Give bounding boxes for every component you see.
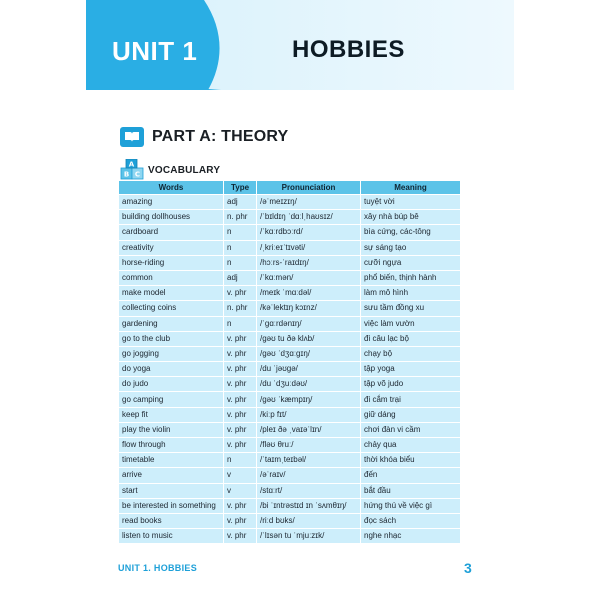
page bbox=[86, 0, 514, 600]
type-cell: v. phr bbox=[224, 392, 257, 407]
word-cell: listen to music bbox=[119, 529, 224, 544]
pronunciation-cell: /ˈbɪldɪŋ ˈdɑːlˌhaʊsɪz/ bbox=[257, 210, 361, 225]
word-cell: gardening bbox=[119, 316, 224, 331]
pronunciation-cell: /əˈraɪv/ bbox=[257, 468, 361, 483]
meaning-cell: thời khóa biểu bbox=[361, 453, 461, 468]
abc-blocks-icon bbox=[120, 159, 144, 181]
page-number: 3 bbox=[464, 560, 472, 576]
meaning-cell: giữ dáng bbox=[361, 407, 461, 422]
word-cell: be interested in something bbox=[119, 498, 224, 513]
table-row bbox=[119, 225, 461, 240]
header-words: Words bbox=[119, 181, 224, 195]
table-row bbox=[119, 362, 461, 377]
pronunciation-cell: /ɡəʊ ˈdʒɑːɡɪŋ/ bbox=[257, 346, 361, 361]
vocabulary-heading bbox=[120, 159, 220, 181]
word-cell: flow through bbox=[119, 438, 224, 453]
part-heading bbox=[120, 124, 288, 150]
type-cell: v. phr bbox=[224, 346, 257, 361]
word-cell: make model bbox=[119, 286, 224, 301]
vocabulary-table bbox=[118, 180, 461, 544]
word-cell: amazing bbox=[119, 195, 224, 210]
word-cell: common bbox=[119, 270, 224, 285]
meaning-cell: đi câu lạc bộ bbox=[361, 331, 461, 346]
meaning-cell: chơi đàn vi cầm bbox=[361, 422, 461, 437]
pronunciation-cell: /ˈkɑːrdbɔːrd/ bbox=[257, 225, 361, 240]
header-pronunciation: Pronunciation bbox=[257, 181, 361, 195]
word-cell: keep fit bbox=[119, 407, 224, 422]
pronunciation-cell: /bi ˈɪntrəstɪd ɪn ˈsʌmθɪŋ/ bbox=[257, 498, 361, 513]
table-row bbox=[119, 195, 461, 210]
word-cell: play the violin bbox=[119, 422, 224, 437]
type-cell: n. phr bbox=[224, 301, 257, 316]
meaning-cell: hứng thú về việc gì bbox=[361, 498, 461, 513]
type-cell: v. phr bbox=[224, 513, 257, 528]
word-cell: go to the club bbox=[119, 331, 224, 346]
unit-title: UNIT 1 bbox=[112, 36, 198, 66]
page-title: HOBBIES bbox=[292, 36, 405, 63]
table-row bbox=[119, 498, 461, 513]
meaning-cell: tập võ judo bbox=[361, 377, 461, 392]
type-cell: adj bbox=[224, 270, 257, 285]
table-row bbox=[119, 346, 461, 361]
type-cell: v. phr bbox=[224, 438, 257, 453]
word-cell: go jogging bbox=[119, 346, 224, 361]
table-row bbox=[119, 316, 461, 331]
footer-unit-label: UNIT 1. HOBBIES bbox=[118, 563, 198, 573]
type-cell: v bbox=[224, 483, 257, 498]
type-cell: adj bbox=[224, 195, 257, 210]
table-row bbox=[119, 407, 461, 422]
pronunciation-cell: /ɡəʊ ˈkæmpɪŋ/ bbox=[257, 392, 361, 407]
pronunciation-cell: /meɪk ˈmɑːdəl/ bbox=[257, 286, 361, 301]
meaning-cell: đến bbox=[361, 468, 461, 483]
type-cell: v. phr bbox=[224, 498, 257, 513]
type-cell: v bbox=[224, 468, 257, 483]
pronunciation-cell: /riːd bʊks/ bbox=[257, 513, 361, 528]
pronunciation-cell: /hɔːrs-ˈraɪdɪŋ/ bbox=[257, 255, 361, 270]
meaning-cell: nghe nhạc bbox=[361, 529, 461, 544]
pronunciation-cell: /ˌkriːeɪˈtɪvəti/ bbox=[257, 240, 361, 255]
pronunciation-cell: /kiːp fɪt/ bbox=[257, 407, 361, 422]
table-row bbox=[119, 255, 461, 270]
pronunciation-cell: /du ˈdʒuːdəʊ/ bbox=[257, 377, 361, 392]
meaning-cell: phổ biến, thịnh hành bbox=[361, 270, 461, 285]
type-cell: n bbox=[224, 225, 257, 240]
pronunciation-cell: /ˈɡɑːrdənɪŋ/ bbox=[257, 316, 361, 331]
header-type: Type bbox=[224, 181, 257, 195]
table-body bbox=[119, 195, 461, 544]
part-title: PART A: THEORY bbox=[152, 128, 289, 145]
meaning-cell: xây nhà búp bê bbox=[361, 210, 461, 225]
meaning-cell: tuyệt vời bbox=[361, 195, 461, 210]
meaning-cell: bìa cứng, các-tông bbox=[361, 225, 461, 240]
type-cell: n. phr bbox=[224, 210, 257, 225]
type-cell: v. phr bbox=[224, 286, 257, 301]
pronunciation-cell: /fləʊ θruː/ bbox=[257, 438, 361, 453]
type-cell: v. phr bbox=[224, 422, 257, 437]
meaning-cell: đọc sách bbox=[361, 513, 461, 528]
meaning-cell: đi cắm trại bbox=[361, 392, 461, 407]
table-row bbox=[119, 468, 461, 483]
word-cell: do judo bbox=[119, 377, 224, 392]
meaning-cell: chạy bộ bbox=[361, 346, 461, 361]
type-cell: n bbox=[224, 453, 257, 468]
header-meaning: Meaning bbox=[361, 181, 461, 195]
pronunciation-cell: /ˈlɪsən tu ˈmjuːzɪk/ bbox=[257, 529, 361, 544]
vocabulary-title: VOCABULARY bbox=[148, 164, 221, 176]
svg-text:A: A bbox=[128, 160, 135, 169]
word-cell: go camping bbox=[119, 392, 224, 407]
type-cell: v. phr bbox=[224, 407, 257, 422]
pronunciation-cell: /stɑːrt/ bbox=[257, 483, 361, 498]
table-row bbox=[119, 240, 461, 255]
pronunciation-cell: /ˈtaɪmˌteɪbəl/ bbox=[257, 453, 361, 468]
meaning-cell: làm mô hình bbox=[361, 286, 461, 301]
type-cell: n bbox=[224, 255, 257, 270]
word-cell: horse-riding bbox=[119, 255, 224, 270]
table-row bbox=[119, 392, 461, 407]
word-cell: arrive bbox=[119, 468, 224, 483]
type-cell: v. phr bbox=[224, 362, 257, 377]
table-row bbox=[119, 438, 461, 453]
table-row bbox=[119, 377, 461, 392]
pronunciation-cell: /du ˈjəʊɡə/ bbox=[257, 362, 361, 377]
svg-text:B: B bbox=[123, 170, 130, 179]
word-cell: building dollhouses bbox=[119, 210, 224, 225]
type-cell: n bbox=[224, 240, 257, 255]
table-row bbox=[119, 301, 461, 316]
table-row bbox=[119, 210, 461, 225]
pronunciation-cell: /kəˈlektɪŋ kɔɪnz/ bbox=[257, 301, 361, 316]
word-cell: read books bbox=[119, 513, 224, 528]
table-row bbox=[119, 513, 461, 528]
table-row bbox=[119, 270, 461, 285]
type-cell: v. phr bbox=[224, 529, 257, 544]
table-row bbox=[119, 286, 461, 301]
pronunciation-cell: /ɡəʊ tu ðə klʌb/ bbox=[257, 331, 361, 346]
word-cell: timetable bbox=[119, 453, 224, 468]
svg-text:C: C bbox=[134, 170, 141, 179]
meaning-cell: sưu tầm đồng xu bbox=[361, 301, 461, 316]
pronunciation-cell: /pleɪ ðə ˌvaɪəˈlɪn/ bbox=[257, 422, 361, 437]
type-cell: v. phr bbox=[224, 331, 257, 346]
meaning-cell: chảy qua bbox=[361, 438, 461, 453]
word-cell: cardboard bbox=[119, 225, 224, 240]
word-cell: start bbox=[119, 483, 224, 498]
book-icon bbox=[120, 127, 144, 147]
table-row bbox=[119, 529, 461, 544]
meaning-cell: tập yoga bbox=[361, 362, 461, 377]
meaning-cell: bắt đầu bbox=[361, 483, 461, 498]
table-row bbox=[119, 331, 461, 346]
table-row bbox=[119, 453, 461, 468]
word-cell: creativity bbox=[119, 240, 224, 255]
table-header-row bbox=[119, 181, 461, 195]
table-row bbox=[119, 422, 461, 437]
type-cell: v. phr bbox=[224, 377, 257, 392]
type-cell: n bbox=[224, 316, 257, 331]
meaning-cell: việc làm vườn bbox=[361, 316, 461, 331]
word-cell: do yoga bbox=[119, 362, 224, 377]
pronunciation-cell: /ˈkɑːmən/ bbox=[257, 270, 361, 285]
meaning-cell: sự sáng tạo bbox=[361, 240, 461, 255]
pronunciation-cell: /əˈmeɪzɪŋ/ bbox=[257, 195, 361, 210]
meaning-cell: cưỡi ngựa bbox=[361, 255, 461, 270]
table-row bbox=[119, 483, 461, 498]
word-cell: collecting coins bbox=[119, 301, 224, 316]
